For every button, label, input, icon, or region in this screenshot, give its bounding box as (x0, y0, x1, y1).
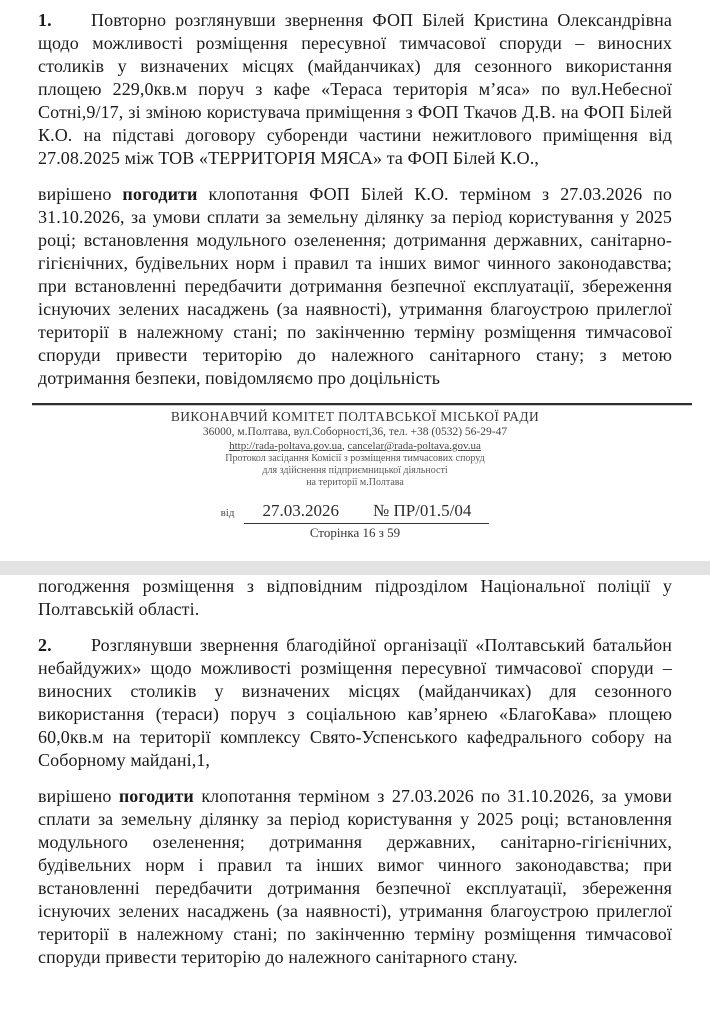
resolution-1-lead: вирішено (38, 184, 112, 204)
protocol-desc-line-3: на території м.Полтава (306, 477, 404, 488)
protocol-desc-line-2: для здійснення підприємницької діяльності (262, 465, 448, 476)
protocol-desc-line-1: Протокол засідання Комісії з розміщення тимчасових споруд (225, 453, 485, 464)
scanned-page-2 (0, 575, 710, 969)
links-separator: , (342, 440, 345, 452)
item-1-text: Повторно розглянувши звернення ФОП Білей Кристина Олександрівна щодо можливості розміщення пересувної тимчасової споруди – виносних столиків у визначених місцях (майданчиках) для сезонного використання площею 229,0кв.м поруч з кафе «Тераса територія м’яса» по вул.Небесної Сотні,9/17, зі зміною користувача приміщення з ФОП Ткачов Д.В. на ФОП Білей К.О. на підставі договору суборенди частини нежитлового приміщення від 27.08.2025 між ТОВ «ТЕРРИТОРІЯ МЯСА» та ФОП Білей К.О., (38, 10, 672, 168)
date-label: від (220, 507, 235, 519)
item-2-text: Розглянувши звернення благодійної організації «Полтавський батальйон небайдужих» щодо можливості розміщення пересувної тимчасової споруди – виносних столиків у визначених місцях (майданчиках) для сезонного використання (тераси) поруч з соціальною кав’ярнею «БлагоКава» площею 60,0кв.м на території комплексу Свято-Успенського кафедрального собору на Соборному майдані,1, (38, 635, 672, 770)
item-1-number: 1. (38, 10, 52, 30)
resolution-2-body: клопотання терміном з 27.03.2026 по 31.10.2026, за умови сплати за земельну ділянку за період користування у 2025 році; встановлення модульного озеленення; дотримання державних, санітарно-гігієнічних, будівельних норм і правил та інших вимог чинного законодавства; при встановленні передбачити дотримання безпечної експлуатації, збереження існуючих зелених насаджень (за наявності), утримання благоустрою прилеглої території в належному стані; по закінченню терміну розміщення тимчасової споруди привести територію до належного санітарного стану. (38, 786, 672, 967)
date-underline (244, 501, 489, 524)
website-link: http://rada-poltava.gov.ua (229, 440, 342, 452)
page-separator (0, 561, 710, 575)
email-link: cancelar@rada-poltava.gov.ua (347, 440, 481, 452)
protocol-header-stamp (38, 403, 672, 541)
resolution-2-keyword: погодити (118, 786, 194, 806)
protocol-date-row (38, 501, 672, 523)
continuation-text: погодження розміщення з відповідним підрозділом Національної поліції у Полтавській області. (38, 576, 672, 619)
continuation-paragraph (38, 575, 672, 621)
resolution-paragraph-1 (38, 183, 672, 390)
org-name: ВИКОНАВЧИЙ КОМІТЕТ ПОЛТАВСЬКОЇ МІСЬКОЇ РАДИ (170, 409, 540, 424)
resolution-1-body: клопотання ФОП Білей К.О. терміном з 27.03.2026 по 31.10.2026, за умови сплати за земельну ділянку за період користування у 2025 році; встановлення модульного озеленення; дотримання державних, санітарно-гігієнічних, будівельних норм і правил та інших вимог чинного законодавства; при встановленні передбачити дотримання безпечної експлуатації, збереження існуючих зелених насаджень (за наявності), утримання благоустрою прилеглої території в належному стані; по закінченню терміну розміщення тимчасової споруди привести територію до належного санітарного стану; з метою дотримання безпеки, повідомляємо про доцільність (38, 184, 672, 388)
divider-line (32, 403, 692, 405)
agenda-item-1 (38, 9, 672, 170)
resolution-2-lead: вирішено (38, 786, 112, 806)
protocol-date: 27.03.2026 (262, 501, 339, 520)
page-indicator: Сторінка 16 з 59 (309, 525, 401, 540)
protocol-number: № ПР/01.5/04 (372, 501, 472, 520)
agenda-item-2 (38, 634, 672, 772)
item-2-number: 2. (38, 635, 52, 655)
org-contact-links (38, 439, 672, 453)
resolution-paragraph-2 (38, 785, 672, 969)
resolution-1-keyword: погодити (122, 184, 198, 204)
org-address: 36000, м.Полтава, вул.Соборності,36, тел. +38 (0532) 56-29-47 (202, 426, 508, 438)
